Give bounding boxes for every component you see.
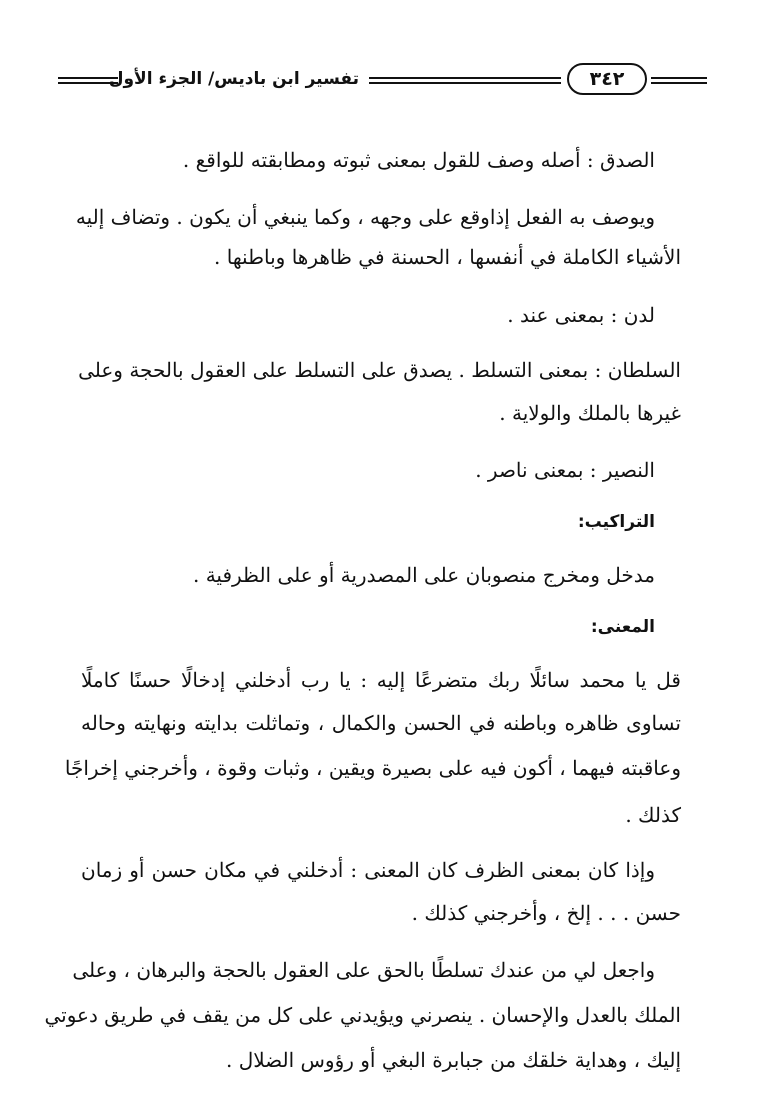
text-line: حسن . . . إلخ ، وأخرجني كذلك . [411, 901, 681, 925]
text-line: النصير : بمعنى ناصر . [475, 458, 655, 482]
text-line: لدن : بمعنى عند . [507, 303, 655, 327]
text-line: واجعل لي من عندك تسلطًا بالحق على العقول بالحجة والبرهان ، وعلى [72, 958, 655, 982]
header-rule [651, 77, 707, 84]
text-line: السلطان : بمعنى التسلط . يصدق على التسلط على العقول بالحجة وعلى [78, 358, 681, 382]
running-header [58, 62, 707, 98]
page-number: ٣٤٢ [567, 63, 647, 95]
text-line: الأشياء الكاملة في أنفسها ، الحسنة في ظاهرها وباطنها . [214, 245, 681, 269]
text-line: مدخل ومخرج منصوبان على المصدرية أو على الظرفية . [192, 563, 655, 587]
text-line: قل يا محمد سائلًا ربك متضرعًا إليه : يا رب أدخلني إدخالًا حسنًا كاملًا [81, 668, 681, 692]
section-heading-meaning: المعنى: [590, 617, 655, 637]
header-rule [369, 77, 561, 84]
text-line: إليك ، وهداية خلقك من جبابرة البغي أو رؤوس الضلال . [225, 1048, 681, 1072]
text-line: الصدق : أصله وصف للقول بمعنى ثبوته ومطابقته للواقع . [182, 148, 655, 172]
text-line: غيرها بالملك والولاية . [499, 401, 681, 425]
text-line: كذلك . [625, 803, 681, 827]
text-line: وإذا كان بمعنى الظرف كان المعنى : أدخلني في مكان حسن أو زمان [81, 858, 655, 882]
header-rule [58, 77, 118, 84]
book-title: تفسير ابن باديس/ الجزء الأول [108, 69, 359, 89]
text-line: وعاقبته فيهما ، أكون فيه على بصيرة ويقين ، وثبات وقوة ، وأخرجني إخراجًا [64, 756, 681, 780]
text-line: تساوى ظاهره وباطنه في الحسن والكمال ، وتماثلت بدايته ونهايته وحاله [81, 711, 681, 735]
text-line: الملك بالعدل والإحسان . ينصرني ويؤيدني على كل من يقف في طريق دعوتي [44, 1003, 681, 1027]
text-line: ويوصف به الفعل إذاوقع على وجهه ، وكما ينبغي أن يكون . وتضاف إليه [75, 205, 655, 229]
section-heading-syntax: التراكيب: [577, 512, 655, 532]
